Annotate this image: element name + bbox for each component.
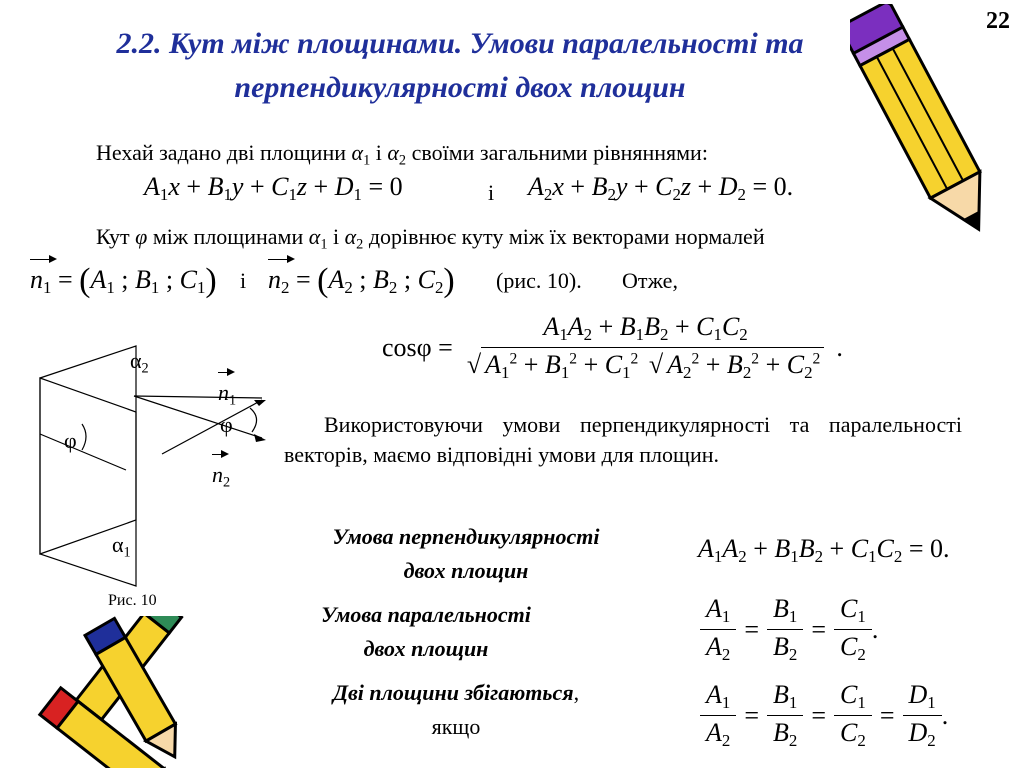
page-title: [40, 22, 880, 110]
angle-before: Кут: [96, 224, 136, 249]
plane-equation-2: $A_2x + B_2y + C_2z + D_2 = 0$.: [528, 172, 794, 205]
parallel-condition-formula: $\frac{A_1}{A_2}$ = $\frac{B_1}{B_2}$ = $\frac{C_1}{C_2}$ .: [700, 594, 878, 665]
angle-alpha-1: α: [308, 224, 321, 249]
alpha-1-sub: 1: [363, 152, 371, 169]
intro-after: своїми загальними рівняннями:: [406, 140, 708, 165]
angle-after: дорівнює куту між їх векторами нормалей: [363, 224, 765, 249]
cosine-formula: cosφ = $\frac{A_1A_2 + B_1B_2 + C_1C_2}{√ A_1^2 + B_1^2 + C_1^2 √ A_2^2 + B_2^2 + C_2^2}$ .: [382, 312, 843, 383]
figure-alpha-2: [130, 346, 149, 383]
equations-and: і: [488, 180, 495, 205]
fig-n2-sub: 2: [223, 474, 231, 491]
parallel-condition-label: [282, 598, 570, 666]
coincidence-condition-label: [286, 676, 626, 744]
figure-planes: [30, 336, 290, 596]
coincidence-condition-formula: $\frac{A_1}{A_2}$ = $\frac{B_1}{B_2}$ = $\frac{C_1}{C_2}$ = $\frac{D_1}{D_2}$ .: [700, 680, 948, 751]
angle-alpha-1-sub: 1: [320, 236, 328, 253]
coinc-comma: ,: [573, 680, 580, 705]
alpha-1: α: [351, 140, 364, 165]
angle-mid2: і: [327, 224, 345, 249]
pencils-icon: [0, 616, 230, 768]
figure-phi-left: φ: [64, 428, 77, 453]
figure-phi-right: φ: [220, 412, 233, 437]
intro-before: Нехай задано дві площини: [96, 140, 352, 165]
normals-and: і: [240, 268, 247, 293]
pencil-icon: [850, 4, 1000, 244]
figure-caption: Рис. 10: [108, 592, 157, 609]
fig-n2: n: [212, 460, 223, 490]
par-line2: двох площин: [363, 636, 489, 661]
conditions-paragraph: Використовуючи умови перпендикулярності та паралельності векторів, маємо відповідні умови для площин.: [284, 412, 962, 467]
intro-mid: і: [370, 140, 388, 165]
par-line1: Умова паралельності: [321, 602, 531, 627]
angle-mid1: між площинами: [147, 224, 309, 249]
normal-vector-2: $n_2 = (A_2$ ; $B_2$ ; $C_2$): [268, 262, 455, 299]
fig-alpha-1-sub: 1: [123, 544, 131, 561]
title-line-1: 2.2. Кут між площинами. Умови паралельності та: [116, 27, 804, 60]
perpendicular-condition-label: [282, 520, 650, 588]
coinc-line2: якщо: [431, 714, 481, 739]
alpha-2-sub: 2: [398, 152, 407, 169]
therefore-text: Отже,: [622, 268, 678, 293]
figure-n1: [218, 378, 236, 415]
intro-text: [96, 138, 708, 175]
phi: φ: [135, 224, 148, 249]
fig-alpha-2: α: [130, 348, 142, 373]
fig-alpha-2-sub: 2: [141, 360, 149, 377]
angle-alpha-2-sub: 2: [356, 236, 364, 253]
perp-line1: Умова перпендикулярності: [332, 524, 600, 549]
fig-n1-sub: 1: [229, 392, 237, 409]
angle-alpha-2: α: [344, 224, 357, 249]
title-line-2: перпендикулярності двох площин: [234, 71, 686, 104]
cosine-fraction: $\frac{A_1A_2 + B_1B_2 + C_1C_2}{√ A_1^2 + B_1^2 + C_1^2 √ A_2^2 + B_2^2 + C_2^2}$: [461, 312, 831, 383]
figure-reference: (рис. 10).: [496, 268, 582, 293]
figure-alpha-1: [112, 530, 131, 567]
perp-line2: двох площин: [403, 558, 529, 583]
fig-alpha-1: α: [112, 532, 124, 557]
page-number: 22: [986, 8, 1010, 34]
plane-equation-1: $A_1x + B_1y + C_1z + D_1 = 0$: [144, 172, 403, 205]
fig-n1: n: [218, 378, 229, 408]
normal-vector-1: $n_1 = (A_1$ ; $B_1$ ; $C_1$): [30, 262, 217, 299]
figure-n2: [212, 460, 230, 497]
angle-text: [96, 222, 765, 259]
perpendicular-condition-formula: $A_1A_2 + B_1B_2 + C_1C_2 = 0$.: [698, 534, 950, 567]
coinc-bold: Дві площини збігаються: [332, 680, 574, 705]
alpha-2: α: [387, 140, 399, 165]
